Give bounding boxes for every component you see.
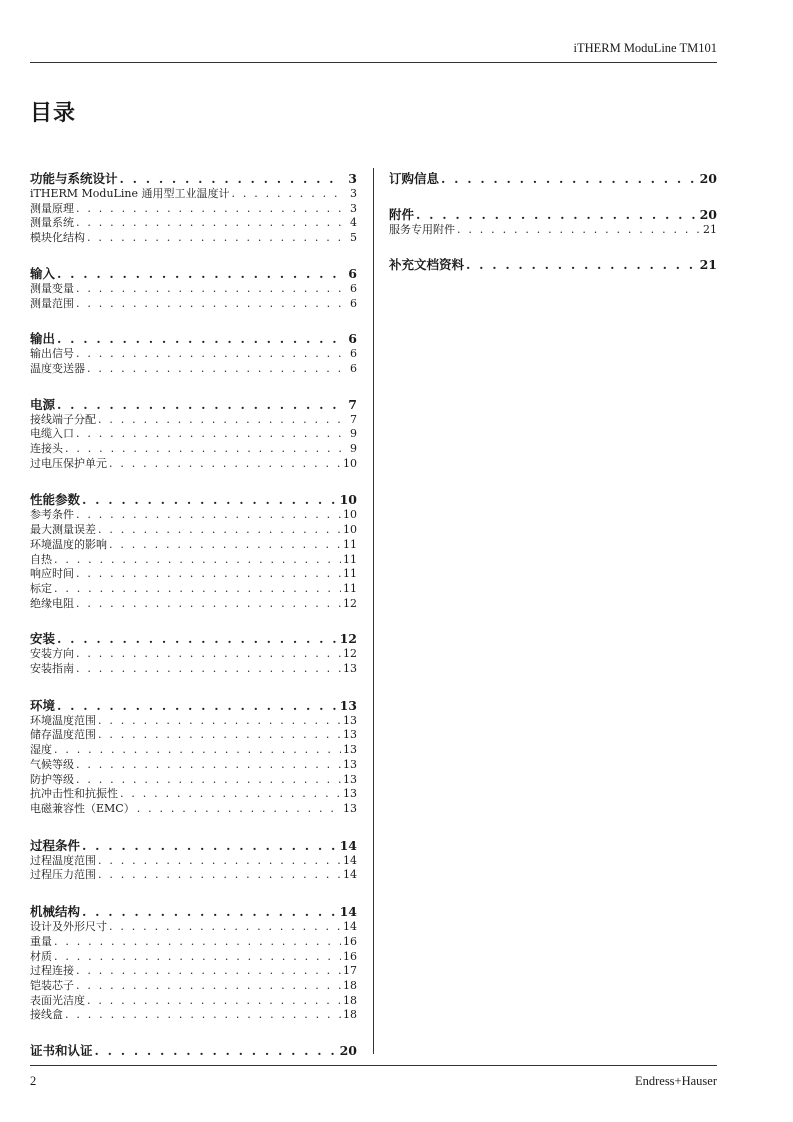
- dot-leader: [98, 854, 341, 869]
- toc-section-heading-page: 20: [699, 207, 717, 222]
- toc-entry-page: 11: [343, 581, 357, 595]
- toc-entry[interactable]: [30, 964, 357, 979]
- page-title: 目录: [30, 100, 77, 126]
- toc-entry-label: 过程连接: [30, 964, 74, 978]
- toc-section-heading-page: 10: [339, 492, 357, 508]
- toc-entry-label: 安装指南: [30, 662, 74, 676]
- dot-leader: [98, 868, 341, 883]
- toc-section-heading-label: 证书和认证: [30, 1043, 93, 1059]
- toc-section: [30, 697, 357, 817]
- toc-section-heading[interactable]: [30, 491, 357, 508]
- toc-entry-label: 材质: [30, 949, 52, 963]
- toc-entry-label: 绝缘电阻: [30, 596, 74, 610]
- toc-entry-page: 18: [343, 1008, 357, 1022]
- toc-entry-label: 响应时间: [30, 567, 74, 581]
- toc-section: [389, 206, 717, 238]
- toc-section-heading-label: 安装: [30, 631, 56, 647]
- toc-section: [30, 491, 357, 611]
- header-rule: [30, 62, 717, 63]
- dot-leader: [109, 457, 341, 472]
- toc-entry-label: 电缆入口: [30, 427, 74, 441]
- dot-leader: [120, 787, 341, 802]
- toc-left-column: [30, 170, 357, 1059]
- dot-leader: [76, 979, 341, 994]
- toc-entry-page: 10: [343, 508, 357, 522]
- toc-section-heading-page: 7: [348, 396, 357, 412]
- dot-leader: [98, 413, 343, 428]
- toc-entry-label: 电磁兼容性（EMC）: [30, 801, 135, 815]
- toc-entry-label: 过电压保护单元: [30, 456, 107, 470]
- dot-leader: [57, 697, 338, 714]
- toc-entry[interactable]: [30, 662, 357, 677]
- dot-leader: [65, 442, 343, 457]
- toc-entry-page: 6: [350, 347, 357, 361]
- toc-entry-label: 铠装芯子: [30, 978, 74, 992]
- dot-leader: [76, 597, 341, 612]
- toc-section-heading-label: 附件: [389, 207, 415, 222]
- toc-entry-page: 13: [343, 662, 357, 676]
- toc-entry-page: 11: [343, 537, 357, 551]
- dot-leader: [95, 1042, 338, 1059]
- dot-leader: [76, 282, 343, 297]
- toc-entry-label: 输出信号: [30, 347, 74, 361]
- toc-entry-page: 18: [343, 993, 357, 1007]
- toc-section-heading-page: 6: [348, 265, 357, 281]
- toc-entry[interactable]: [30, 743, 357, 758]
- dot-leader: [54, 743, 341, 758]
- toc-entry-label: 过程温度范围: [30, 853, 96, 867]
- toc-entry-label: 气候等级: [30, 757, 74, 771]
- toc-entry-page: 5: [350, 231, 357, 245]
- toc-section-heading[interactable]: [30, 170, 357, 187]
- toc-entry-page: 11: [343, 567, 357, 581]
- dot-leader: [76, 508, 341, 523]
- toc-entry[interactable]: [30, 413, 357, 428]
- dot-leader: [54, 553, 341, 568]
- toc-entry-page: 21: [703, 223, 717, 236]
- toc-section: [30, 903, 357, 1023]
- dot-leader: [109, 538, 341, 553]
- toc-entry-page: 13: [343, 713, 357, 727]
- dot-leader: [82, 903, 338, 920]
- dot-leader: [76, 347, 343, 362]
- toc-entry-label: 抗冲击性和抗振性: [30, 787, 118, 801]
- toc-section-heading-label: 订购信息: [389, 171, 440, 186]
- toc-entry[interactable]: [30, 508, 357, 523]
- column-divider: [373, 168, 374, 1054]
- toc-section-heading-label: 过程条件: [30, 837, 81, 853]
- toc-entry-page: 14: [343, 853, 357, 867]
- toc-entry[interactable]: [30, 920, 357, 935]
- toc-section: [30, 170, 357, 246]
- toc-section-heading-page: 14: [339, 837, 357, 853]
- dot-leader: [231, 187, 343, 202]
- toc-entry-page: 4: [350, 216, 357, 230]
- toc-entry[interactable]: [30, 187, 357, 202]
- toc-entry-page: 13: [343, 757, 357, 771]
- dot-leader: [120, 170, 343, 187]
- toc-section: [30, 1042, 357, 1059]
- toc-entry[interactable]: [30, 597, 357, 612]
- toc-section-heading-label: 补充文档资料: [389, 256, 465, 272]
- toc-entry[interactable]: [30, 1008, 357, 1023]
- dot-leader: [57, 630, 338, 647]
- toc-section-heading[interactable]: [389, 256, 717, 273]
- toc-entry[interactable]: [30, 582, 357, 597]
- toc-entry[interactable]: [30, 442, 357, 457]
- toc-entry[interactable]: [30, 202, 357, 217]
- toc-entry[interactable]: [30, 728, 357, 743]
- toc-entry-label: 设计及外形尺寸: [30, 920, 107, 934]
- toc-right-column: [389, 170, 717, 273]
- toc-entry[interactable]: [389, 223, 717, 238]
- toc-entry-page: 13: [343, 801, 357, 815]
- dot-leader: [76, 662, 341, 677]
- dot-leader: [76, 427, 343, 442]
- dot-leader: [76, 216, 343, 231]
- toc-entry[interactable]: [30, 427, 357, 442]
- toc-entry-label: 模块化结构: [30, 231, 85, 245]
- toc-section: [389, 170, 717, 187]
- toc-entry-page: 12: [343, 596, 357, 610]
- dot-leader: [98, 523, 341, 538]
- toc-entry-label: 湿度: [30, 743, 52, 757]
- toc-entry-page: 13: [343, 743, 357, 757]
- toc-section-heading[interactable]: [30, 903, 357, 920]
- toc-entry[interactable]: [30, 231, 357, 246]
- toc-entry-label: 接线盒: [30, 1008, 63, 1022]
- toc-entry-page: 16: [343, 949, 357, 963]
- toc-section-heading[interactable]: [30, 697, 357, 714]
- dot-leader: [57, 265, 343, 282]
- dot-leader: [76, 964, 341, 979]
- dot-leader: [137, 802, 341, 817]
- toc-entry-page: 3: [350, 201, 357, 215]
- toc-section: [30, 265, 357, 311]
- toc-entry[interactable]: [30, 994, 357, 1009]
- toc-entry-label: 环境温度的影响: [30, 537, 107, 551]
- toc-entry-page: 17: [343, 964, 357, 978]
- toc-section-heading[interactable]: [389, 170, 717, 187]
- toc-section-heading-page: 6: [348, 331, 357, 347]
- toc-section-heading-page: 21: [699, 256, 717, 272]
- toc-entry-page: 13: [343, 728, 357, 742]
- toc-entry-page: 7: [350, 412, 357, 426]
- toc-entry-page: 9: [350, 442, 357, 456]
- toc-section-heading-page: 3: [348, 171, 357, 186]
- toc-entry-label: 过程压力范围: [30, 868, 96, 882]
- toc-entry[interactable]: [30, 538, 357, 553]
- toc-entry-page: 16: [343, 934, 357, 948]
- toc-entry[interactable]: [30, 647, 357, 662]
- dot-leader: [416, 206, 698, 223]
- toc-entry-label: 表面光洁度: [30, 993, 85, 1007]
- toc-entry-label: 自热: [30, 552, 52, 566]
- toc-section-heading[interactable]: [30, 265, 357, 282]
- dot-leader: [82, 837, 338, 854]
- toc-entry[interactable]: [30, 347, 357, 362]
- toc-entry[interactable]: [30, 216, 357, 231]
- toc-section-heading[interactable]: [30, 837, 357, 854]
- toc-entry[interactable]: [30, 714, 357, 729]
- dot-leader: [457, 223, 701, 238]
- dot-leader: [54, 935, 341, 950]
- toc-section-heading-page: 14: [339, 904, 357, 920]
- toc-entry-label: 接线端子分配: [30, 412, 96, 426]
- toc-entry-label: 温度变送器: [30, 361, 85, 375]
- toc-entry-page: 14: [343, 920, 357, 934]
- toc-entry-page: 10: [343, 456, 357, 470]
- toc-entry-label: iTHERM ModuLine 通用型工业温度计: [30, 187, 230, 200]
- document-title: iTHERM ModuLine TM101: [573, 41, 717, 55]
- toc-entry[interactable]: [30, 523, 357, 538]
- toc-section: [30, 330, 357, 376]
- toc-entry[interactable]: [30, 773, 357, 788]
- toc-entry[interactable]: [30, 553, 357, 568]
- toc-entry-label: 连接头: [30, 442, 63, 456]
- dot-leader: [109, 920, 341, 935]
- toc-section-heading-page: 20: [339, 1043, 357, 1059]
- dot-leader: [57, 330, 343, 347]
- toc-entry-label: 参考条件: [30, 508, 74, 522]
- toc-entry-page: 9: [350, 427, 357, 441]
- toc-entry-page: 10: [343, 523, 357, 537]
- dot-leader: [87, 362, 343, 377]
- dot-leader: [76, 647, 341, 662]
- toc-entry-page: 13: [343, 787, 357, 801]
- toc-entry-page: 14: [343, 868, 357, 882]
- toc-entry-page: 3: [350, 187, 357, 200]
- dot-leader: [54, 582, 341, 597]
- toc-entry[interactable]: [30, 979, 357, 994]
- toc-section-heading[interactable]: [30, 630, 357, 647]
- dot-leader: [87, 994, 341, 1009]
- toc-entry[interactable]: [30, 567, 357, 582]
- dot-leader: [87, 231, 343, 246]
- toc-entry[interactable]: [30, 362, 357, 377]
- dot-leader: [98, 728, 341, 743]
- brand-name: Endress+Hauser: [634, 1074, 717, 1088]
- toc-section: [30, 837, 357, 883]
- dot-leader: [98, 714, 341, 729]
- dot-leader: [76, 567, 341, 582]
- toc-section-heading-label: 电源: [30, 396, 56, 412]
- toc-section-heading-label: 输出: [30, 331, 56, 347]
- toc-section: [389, 256, 717, 273]
- toc-entry-label: 环境温度范围: [30, 713, 96, 727]
- toc-entry[interactable]: [30, 802, 357, 817]
- toc-entry[interactable]: [30, 854, 357, 869]
- toc-entry[interactable]: [30, 457, 357, 472]
- toc-entry-label: 最大测量误差: [30, 523, 96, 537]
- toc-entry-page: 6: [350, 296, 357, 310]
- toc-entry-label: 重量: [30, 934, 52, 948]
- toc-entry[interactable]: [30, 282, 357, 297]
- toc-entry[interactable]: [30, 787, 357, 802]
- toc-section-heading-label: 功能与系统设计: [30, 171, 118, 186]
- toc-entry[interactable]: [30, 297, 357, 312]
- toc-entry[interactable]: [30, 950, 357, 965]
- toc-section-heading[interactable]: [30, 1042, 357, 1059]
- toc-section: [30, 630, 357, 676]
- toc-section-heading-label: 输入: [30, 265, 56, 281]
- toc-entry-page: 6: [350, 361, 357, 375]
- toc-entry-page: 11: [343, 552, 357, 566]
- dot-leader: [65, 1008, 341, 1023]
- toc-entry[interactable]: [30, 868, 357, 883]
- toc-section-heading[interactable]: [389, 206, 717, 223]
- dot-leader: [82, 491, 338, 508]
- page-number: 2: [30, 1074, 37, 1088]
- toc-entry-label: 标定: [30, 581, 52, 595]
- toc-entry-label: 测量范围: [30, 296, 74, 310]
- toc-section-heading-page: 12: [339, 631, 357, 647]
- toc-section-heading-label: 环境: [30, 697, 56, 713]
- dot-leader: [466, 256, 698, 273]
- footer-rule: [30, 1065, 717, 1066]
- dot-leader: [57, 396, 343, 413]
- toc-entry-label: 测量系统: [30, 216, 74, 230]
- toc-section-heading[interactable]: [30, 396, 357, 413]
- dot-leader: [76, 202, 343, 217]
- toc-entry-label: 测量原理: [30, 201, 74, 215]
- dot-leader: [441, 170, 698, 187]
- toc-entry-page: 12: [343, 647, 357, 661]
- toc-entry-label: 安装方向: [30, 647, 74, 661]
- toc-entry-label: 测量变量: [30, 281, 74, 295]
- dot-leader: [76, 773, 341, 788]
- toc-section-heading-page: 13: [339, 697, 357, 713]
- toc-entry-page: 6: [350, 281, 357, 295]
- toc-entry-label: 储存温度范围: [30, 728, 96, 742]
- toc-entry-label: 服务专用附件: [389, 223, 455, 236]
- toc-section-heading-label: 机械结构: [30, 904, 81, 920]
- toc-section-heading-label: 性能参数: [30, 492, 81, 508]
- toc-entry[interactable]: [30, 935, 357, 950]
- toc-section: [30, 396, 357, 472]
- toc-entry[interactable]: [30, 758, 357, 773]
- dot-leader: [54, 950, 341, 965]
- toc-section-heading-page: 20: [699, 171, 717, 186]
- toc-entry-page: 13: [343, 772, 357, 786]
- dot-leader: [76, 297, 343, 312]
- toc-entry-page: 18: [343, 978, 357, 992]
- toc-entry-label: 防护等级: [30, 772, 74, 786]
- toc-section-heading[interactable]: [30, 330, 357, 347]
- dot-leader: [76, 758, 341, 773]
